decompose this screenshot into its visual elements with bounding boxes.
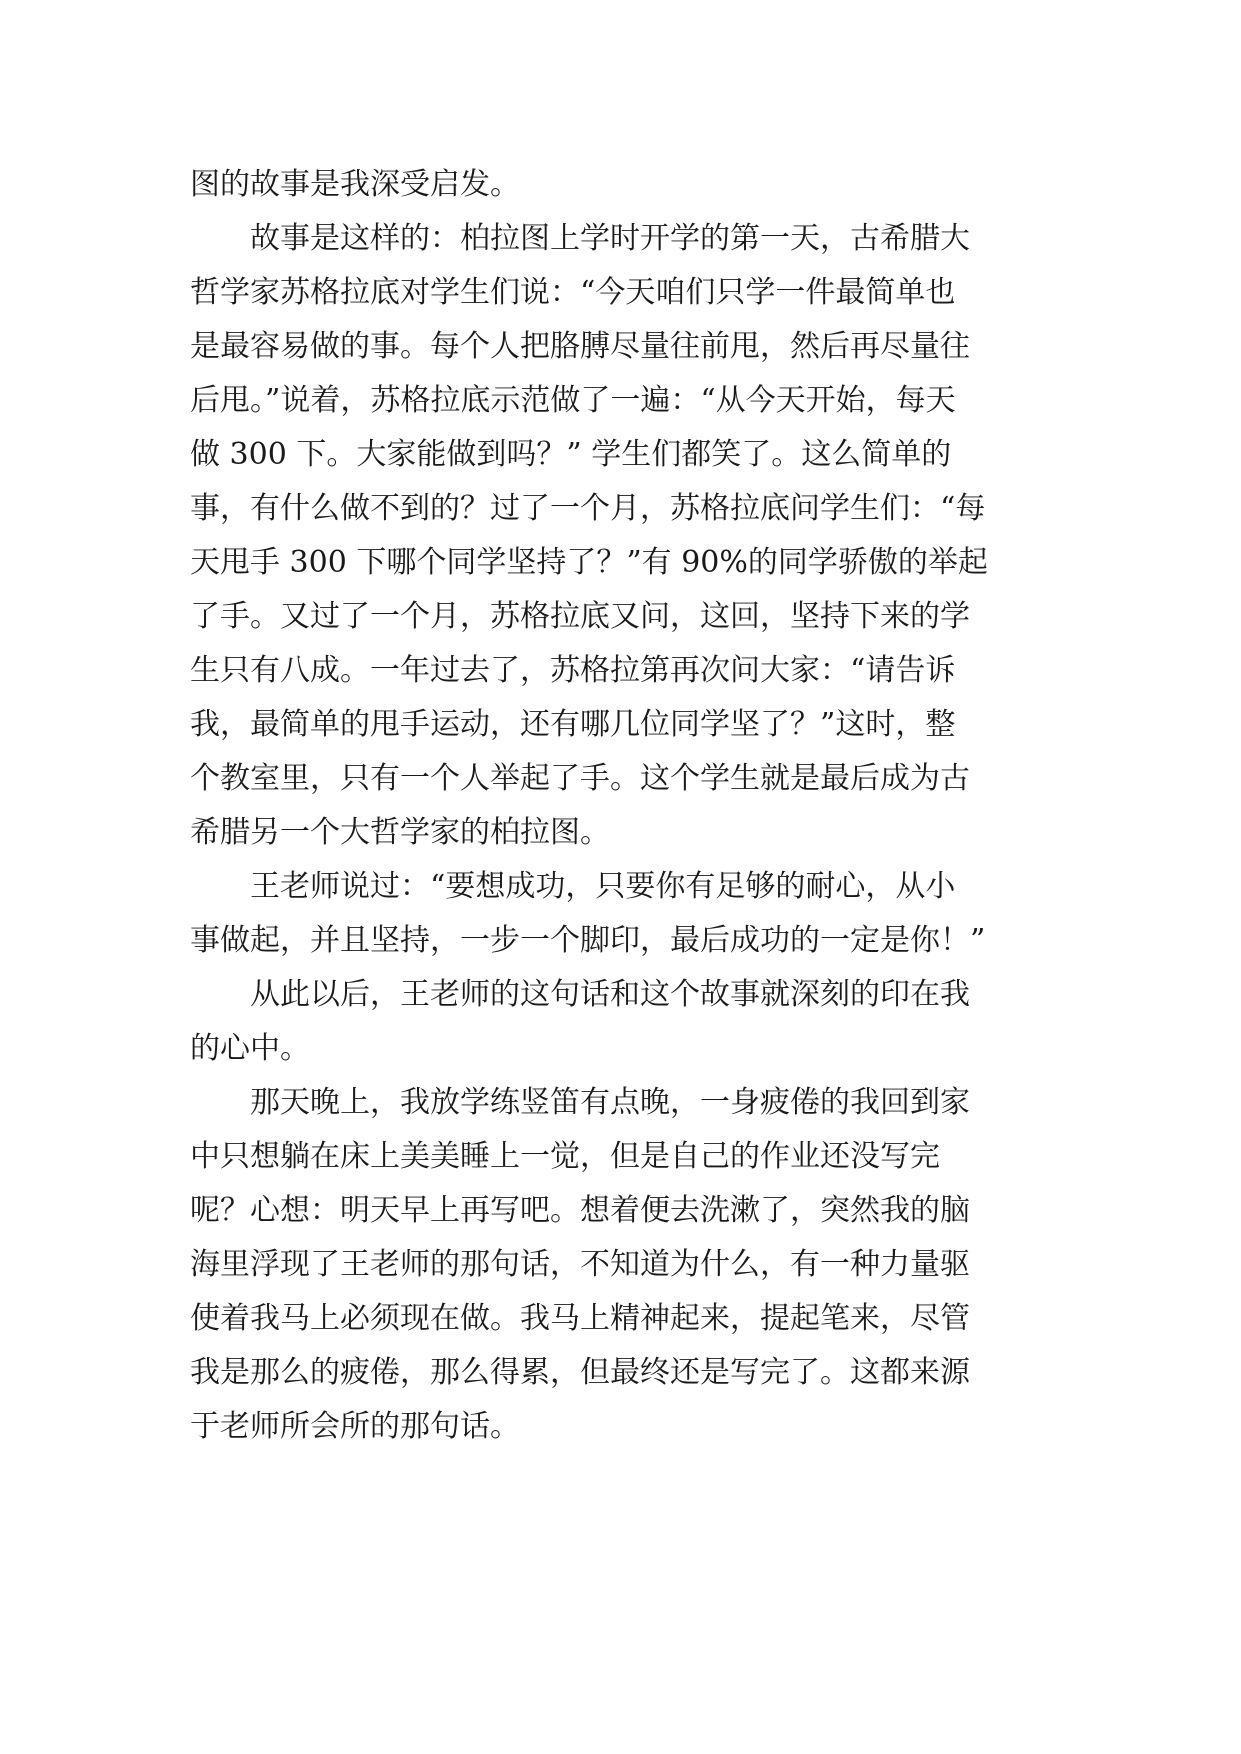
text-line: 后甩。”说着，苏格拉底示范做了一遍：“从今天开始，每天 (190, 383, 956, 418)
text-line: 生只有八成。一年过去了，苏格拉第再次问大家：“请告诉 (190, 653, 956, 688)
text-line: 图的故事是我深受启发。 (190, 167, 520, 202)
text-line: 从此以后，王老师的这句话和这个故事就深刻的印在我 (250, 977, 970, 1012)
text-line: 使着我马上必须现在做。我马上精神起来，提起笔来，尽管 (190, 1301, 970, 1336)
text-line: 海里浮现了王老师的那句话，不知道为什么，有一种力量驱 (190, 1247, 970, 1282)
body-text (190, 158, 1050, 1454)
text-line: 个教室里，只有一个人举起了手。这个学生就是最后成为古 (190, 761, 970, 796)
text-line: 呢？心想：明天早上再写吧。想着便去洗漱了，突然我的脑 (190, 1193, 970, 1228)
text-line: 那天晚上，我放学练竖笛有点晚，一身疲倦的我回到家 (250, 1085, 970, 1120)
text-line: 我是那么的疲倦，那么得累，但最终还是写完了。这都来源 (190, 1355, 970, 1390)
text-line: 王老师说过：“要想成功，只要你有足够的耐心，从小 (250, 869, 956, 904)
text-line: 的心中。 (190, 1031, 310, 1066)
text-line: 做 300 下。大家能做到吗？” 学生们都笑了。这么简单的 (190, 437, 952, 472)
text-line: 我，最简单的甩手运动，还有哪几位同学坚了？”这时，整 (190, 707, 956, 742)
text-line: 了手。又过了一个月，苏格拉底又问，这回，坚持下来的学 (190, 599, 970, 634)
text-line: 希腊另一个大哲学家的柏拉图。 (190, 815, 610, 850)
text-line: 事，有什么做不到的？过了一个月，苏格拉底问学生们：“每 (190, 491, 986, 526)
text-line: 事做起，并且坚持，一步一个脚印，最后成功的一定是你！” (190, 923, 986, 958)
text-line: 哲学家苏格拉底对学生们说：“今天咱们只学一件最简单也 (190, 275, 956, 310)
text-line: 中只想躺在床上美美睡上一觉，但是自己的作业还没写完 (190, 1139, 940, 1174)
text-line: 天甩手 300 下哪个同学坚持了？”有 90%的同学骄傲的举起 (190, 545, 988, 580)
text-line: 于老师所会所的那句话。 (190, 1409, 520, 1444)
text-line: 故事是这样的：柏拉图上学时开学的第一天，古希腊大 (250, 221, 970, 256)
text-line: 是最容易做的事。每个人把胳膊尽量往前甩，然后再尽量往 (190, 329, 970, 364)
